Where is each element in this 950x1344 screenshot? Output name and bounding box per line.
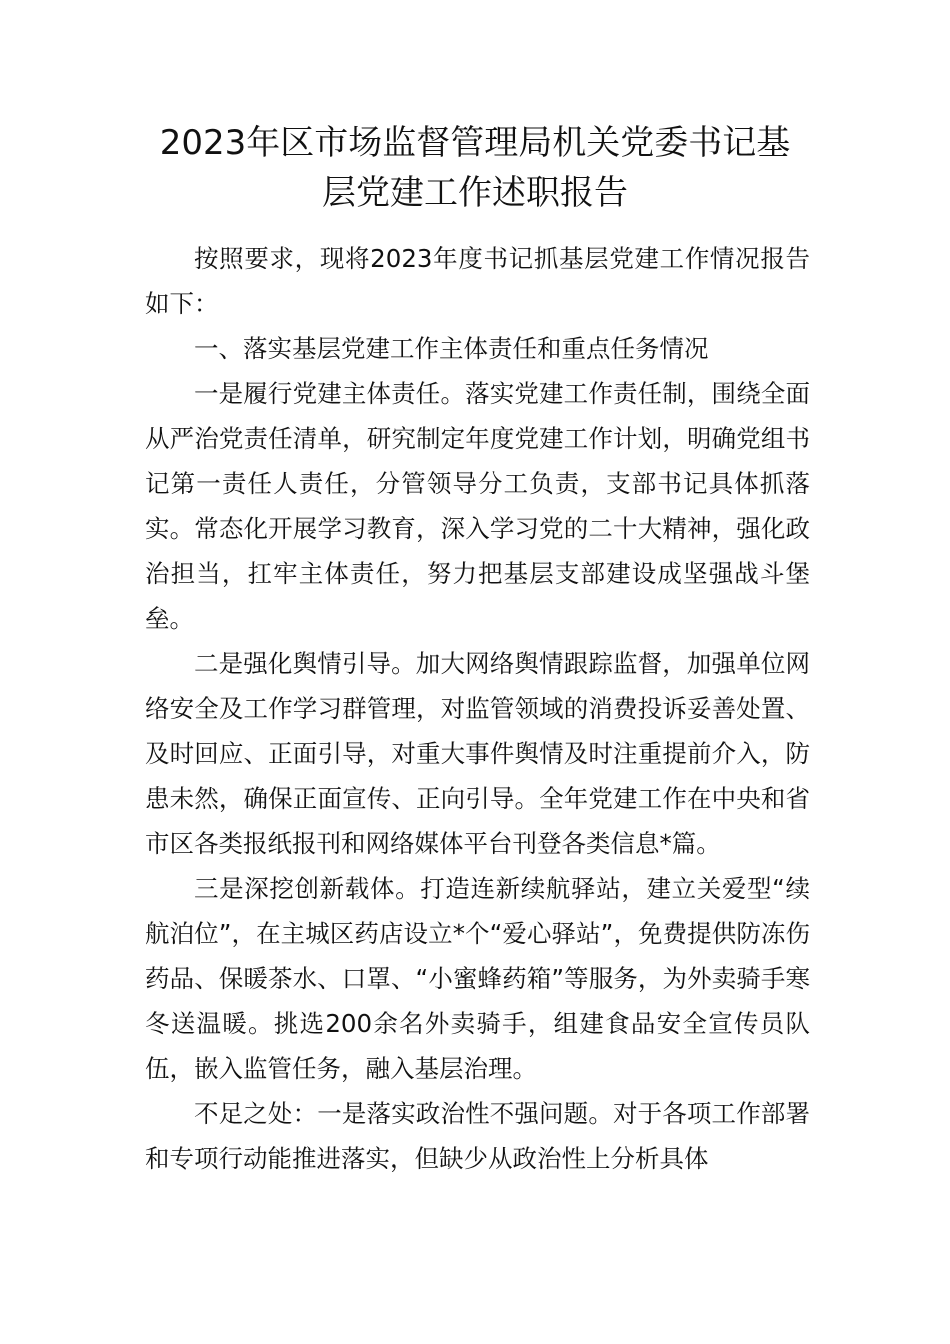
intro-paragraph: 按照要求，现将2023年度书记抓基层党建工作情况报告如下： bbox=[145, 244, 810, 318]
title-line-2: 层党建工作述职报告 bbox=[322, 173, 628, 213]
paragraph-shortcomings: 不足之处：一是落实政治性不强问题。对于各项工作部署和专项行动能推进落实，但缺少从政治性上分析具体 bbox=[145, 1099, 810, 1173]
section-heading: 一、落实基层党建工作主体责任和重点任务情况 bbox=[194, 334, 709, 363]
paragraph-public-opinion: 二是强化舆情引导。加大网络舆情跟踪监督，加强单位网络安全及工作学习群管理，对监管领域的消费投诉妥善处置、及时回应、正面引导，对重大事件舆情及时注重提前介入，防患未然，确保正面宣传、正向引导。全年党建工作在中央和省市区各类报纸报刊和网络媒体平台刊登各类信息*篇。 bbox=[145, 649, 810, 858]
paragraph-innovation: 三是深挖创新载体。打造连新续航驿站，建立关爱型“续航泊位”，在主城区药店设立*个“爱心驿站”，免费提供防冻伤药品、保暖茶水、口罩、“小蜜蜂药箱”等服务，为外卖骑手寒冬送温暖。挑选200余名外卖骑手，组建食品安全宣传员队伍，嵌入监管任务，融入基层治理。 bbox=[145, 874, 810, 1083]
document-title bbox=[120, 118, 830, 218]
document-body bbox=[145, 236, 810, 1181]
paragraph-party-responsibility: 一是履行党建主体责任。落实党建工作责任制，围绕全面从严治党责任清单，研究制定年度党建工作计划，明确党组书记第一责任人责任，分管领导分工负责，支部书记具体抓落实。常态化开展学习教育，深入学习党的二十大精神，强化政治担当，扛牢主体责任，努力把基层支部建设成坚强战斗堡垒。 bbox=[145, 379, 810, 633]
title-line-1: 2023年区市场监督管理局机关党委书记基 bbox=[159, 123, 791, 163]
